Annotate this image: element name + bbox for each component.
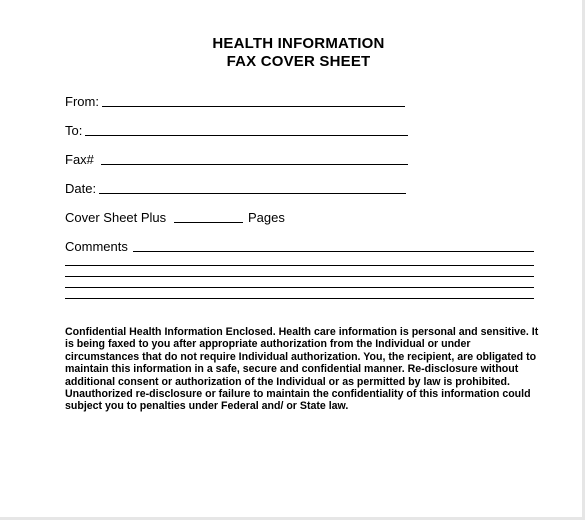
cover-sheet-plus-label: Cover Sheet Plus	[65, 210, 167, 225]
date-label: Date:	[65, 181, 97, 196]
to-line	[85, 135, 408, 136]
to-label: To:	[65, 123, 83, 138]
comments-line-3	[65, 276, 534, 277]
date-line	[99, 193, 406, 194]
page-count-line	[174, 222, 243, 223]
comments-line-2	[65, 265, 534, 266]
pages-label: Pages	[248, 210, 285, 225]
comments-line-4	[65, 287, 534, 288]
fax-line	[101, 164, 408, 165]
comments-line-5	[65, 298, 534, 299]
comments-line-1	[133, 251, 534, 252]
fax-label: Fax#	[65, 152, 94, 167]
comments-label: Comments	[65, 239, 128, 254]
title-line-1: HEALTH INFORMATION	[212, 35, 385, 52]
confidentiality-notice: Confidential Health Information Enclosed. Health care information is personal and sensitive. It is being faxed to you after appropriate authorization from the Individual or under circumstances that do not require Individual authorization. You, the recipient, are obligated to maintain this information in a safe, secure and confidential manner. Re-disclosure without additional consent or authorization of the Individual or as permitted by law is prohibited. Unauthorized re-disclosure or failure to maintain the confidentiality of this information could subject you to penalties under Federal and/ or State law.	[65, 326, 539, 413]
title-line-2: FAX COVER SHEET	[226, 53, 371, 70]
from-line	[102, 106, 405, 107]
from-label: From:	[65, 94, 99, 109]
